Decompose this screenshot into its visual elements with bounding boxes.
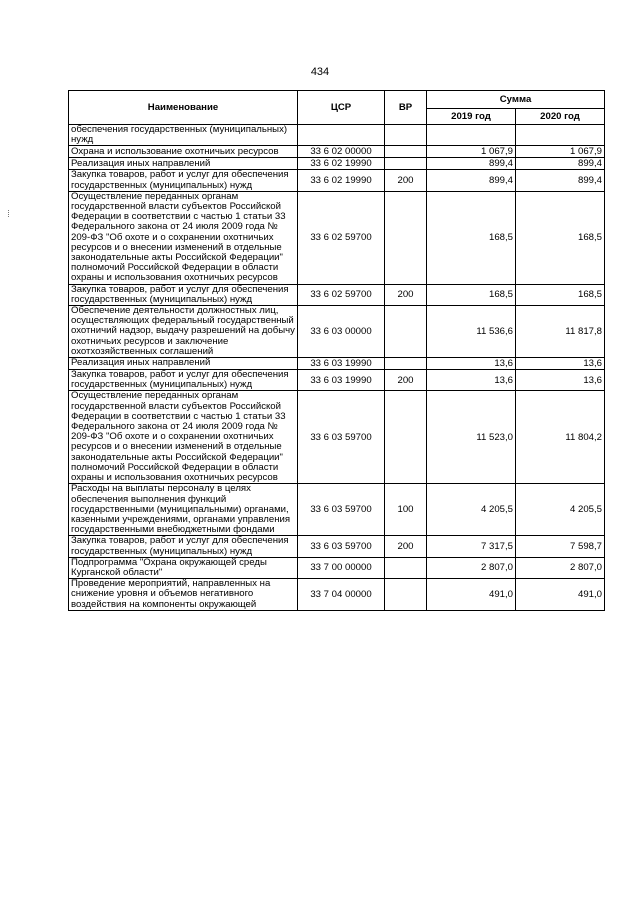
row-vr-cell: [385, 358, 427, 370]
row-2019-cell: 11 523,0: [427, 391, 516, 484]
row-2020-cell: 11 804,2: [516, 391, 605, 484]
row-name-cell: Охрана и использование охотничьих ресурсов: [69, 146, 298, 158]
row-name-cell: Обеспечение деятельности должностных лиц, осуществляющих федеральный государственный охотничий надзор, выдачу разрешений на добычу охотничьих ресурсов и заключение охотхозяйственных соглашений: [69, 306, 298, 358]
row-vr-cell: [385, 391, 427, 484]
row-name-cell: Проведение мероприятий, направленных на снижение уровня и объемов негативного воздействия на компоненты окружающей: [69, 579, 298, 611]
row-vr-cell: 200: [385, 536, 427, 557]
row-2020-cell: 491,0: [516, 579, 605, 611]
row-2020-cell: 168,5: [516, 284, 605, 305]
header-vr: ВР: [385, 91, 427, 125]
row-csr-cell: 33 6 02 59700: [298, 191, 385, 284]
margin-mark: [8, 210, 10, 217]
row-2020-cell: 2 807,0: [516, 557, 605, 578]
row-2020-cell: 7 598,7: [516, 536, 605, 557]
row-2019-cell: 1 067,9: [427, 146, 516, 158]
table-row: [69, 146, 605, 158]
row-vr-cell: [385, 146, 427, 158]
row-2019-cell: 4 205,5: [427, 484, 516, 536]
row-csr-cell: 33 7 00 00000: [298, 557, 385, 578]
row-2019-cell: 2 807,0: [427, 557, 516, 578]
table-row: [69, 370, 605, 391]
row-2020-cell: 11 817,8: [516, 306, 605, 358]
row-vr-cell: [385, 306, 427, 358]
header-year-2019: 2019 год: [427, 109, 516, 125]
row-name-cell: Закупка товаров, работ и услуг для обеспечения государственных (муниципальных) нужд: [69, 284, 298, 305]
header-csr: ЦСР: [298, 91, 385, 125]
row-vr-cell: [385, 557, 427, 578]
row-csr-cell: 33 6 02 19990: [298, 170, 385, 191]
row-2020-cell: [516, 125, 605, 146]
row-csr-cell: 33 6 02 19990: [298, 158, 385, 170]
row-csr-cell: 33 6 03 19990: [298, 370, 385, 391]
row-csr-cell: 33 7 04 00000: [298, 579, 385, 611]
row-csr-cell: [298, 125, 385, 146]
row-name-cell: Реализация иных направлений: [69, 358, 298, 370]
budget-table: [68, 90, 605, 611]
row-2019-cell: [427, 125, 516, 146]
row-csr-cell: 33 6 03 59700: [298, 536, 385, 557]
row-name-cell: обеспечения государственных (муниципальных) нужд: [69, 125, 298, 146]
table-row: [69, 191, 605, 284]
table-row: [69, 579, 605, 611]
row-2019-cell: 491,0: [427, 579, 516, 611]
row-2020-cell: 1 067,9: [516, 146, 605, 158]
table-row: [69, 306, 605, 358]
row-name-cell: Осуществление переданных органам государственной власти субъектов Российской Федерации в соответствии с частью 1 статьи 33 Федерального закона от 24 июля 2009 года № 209-ФЗ "Об охоте и о сохранении охотничьих ресурсов и о внесении изменений в отдельные законодательные акты Российской Федерации" полномочий Российской Федерации в области охраны и использования охотничьих ресурсов: [69, 191, 298, 284]
row-2020-cell: 13,6: [516, 370, 605, 391]
row-2019-cell: 899,4: [427, 170, 516, 191]
row-name-cell: Закупка товаров, работ и услуг для обеспечения государственных (муниципальных) нужд: [69, 170, 298, 191]
row-vr-cell: 200: [385, 284, 427, 305]
row-name-cell: Осуществление переданных органам государственной власти субъектов Российской Федерации в соответствии с частью 1 статьи 33 Федерального закона от 24 июля 2009 года № 209-ФЗ "Об охоте и о сохранении охотничьих ресурсов и о внесении изменений в отдельные законодательные акты Российской Федерации" полномочий Российской Федерации в области охраны и использования охотничьих ресурсов: [69, 391, 298, 484]
table-header: [69, 91, 605, 125]
table-row: [69, 484, 605, 536]
table-row: [69, 125, 605, 146]
row-vr-cell: 200: [385, 370, 427, 391]
row-2019-cell: 13,6: [427, 358, 516, 370]
row-2020-cell: 13,6: [516, 358, 605, 370]
row-2020-cell: 899,4: [516, 158, 605, 170]
row-csr-cell: 33 6 03 00000: [298, 306, 385, 358]
row-vr-cell: [385, 158, 427, 170]
row-2019-cell: 899,4: [427, 158, 516, 170]
row-csr-cell: 33 6 02 00000: [298, 146, 385, 158]
row-2019-cell: 11 536,6: [427, 306, 516, 358]
table-row: [69, 284, 605, 305]
header-year-2020: 2020 год: [516, 109, 605, 125]
row-vr-cell: [385, 579, 427, 611]
row-name-cell: Подпрограмма "Охрана окружающей среды Курганской области": [69, 557, 298, 578]
row-2020-cell: 4 205,5: [516, 484, 605, 536]
table-row: [69, 557, 605, 578]
row-2019-cell: 168,5: [427, 191, 516, 284]
row-vr-cell: 200: [385, 170, 427, 191]
row-2019-cell: 7 317,5: [427, 536, 516, 557]
row-csr-cell: 33 6 03 59700: [298, 391, 385, 484]
row-2020-cell: 168,5: [516, 191, 605, 284]
row-name-cell: Расходы на выплаты персоналу в целях обеспечения выполнения функций государственными (муниципальными) органами, казенными учреждениями, органами управления государственными внебюджетными фондами: [69, 484, 298, 536]
row-csr-cell: 33 6 03 59700: [298, 484, 385, 536]
row-2020-cell: 899,4: [516, 170, 605, 191]
row-csr-cell: 33 6 03 19990: [298, 358, 385, 370]
row-vr-cell: [385, 125, 427, 146]
table-row: [69, 536, 605, 557]
row-csr-cell: 33 6 02 59700: [298, 284, 385, 305]
header-sum: Сумма: [427, 91, 605, 109]
page-number: 434: [310, 66, 330, 78]
table-row: [69, 358, 605, 370]
row-2019-cell: 168,5: [427, 284, 516, 305]
table-row: [69, 391, 605, 484]
table-row: [69, 158, 605, 170]
table-row: [69, 170, 605, 191]
row-2019-cell: 13,6: [427, 370, 516, 391]
header-name: Наименование: [69, 91, 298, 125]
row-name-cell: Закупка товаров, работ и услуг для обеспечения государственных (муниципальных) нужд: [69, 370, 298, 391]
row-name-cell: Реализация иных направлений: [69, 158, 298, 170]
row-name-cell: Закупка товаров, работ и услуг для обеспечения государственных (муниципальных) нужд: [69, 536, 298, 557]
table-body: [69, 125, 605, 611]
row-vr-cell: 100: [385, 484, 427, 536]
row-vr-cell: [385, 191, 427, 284]
